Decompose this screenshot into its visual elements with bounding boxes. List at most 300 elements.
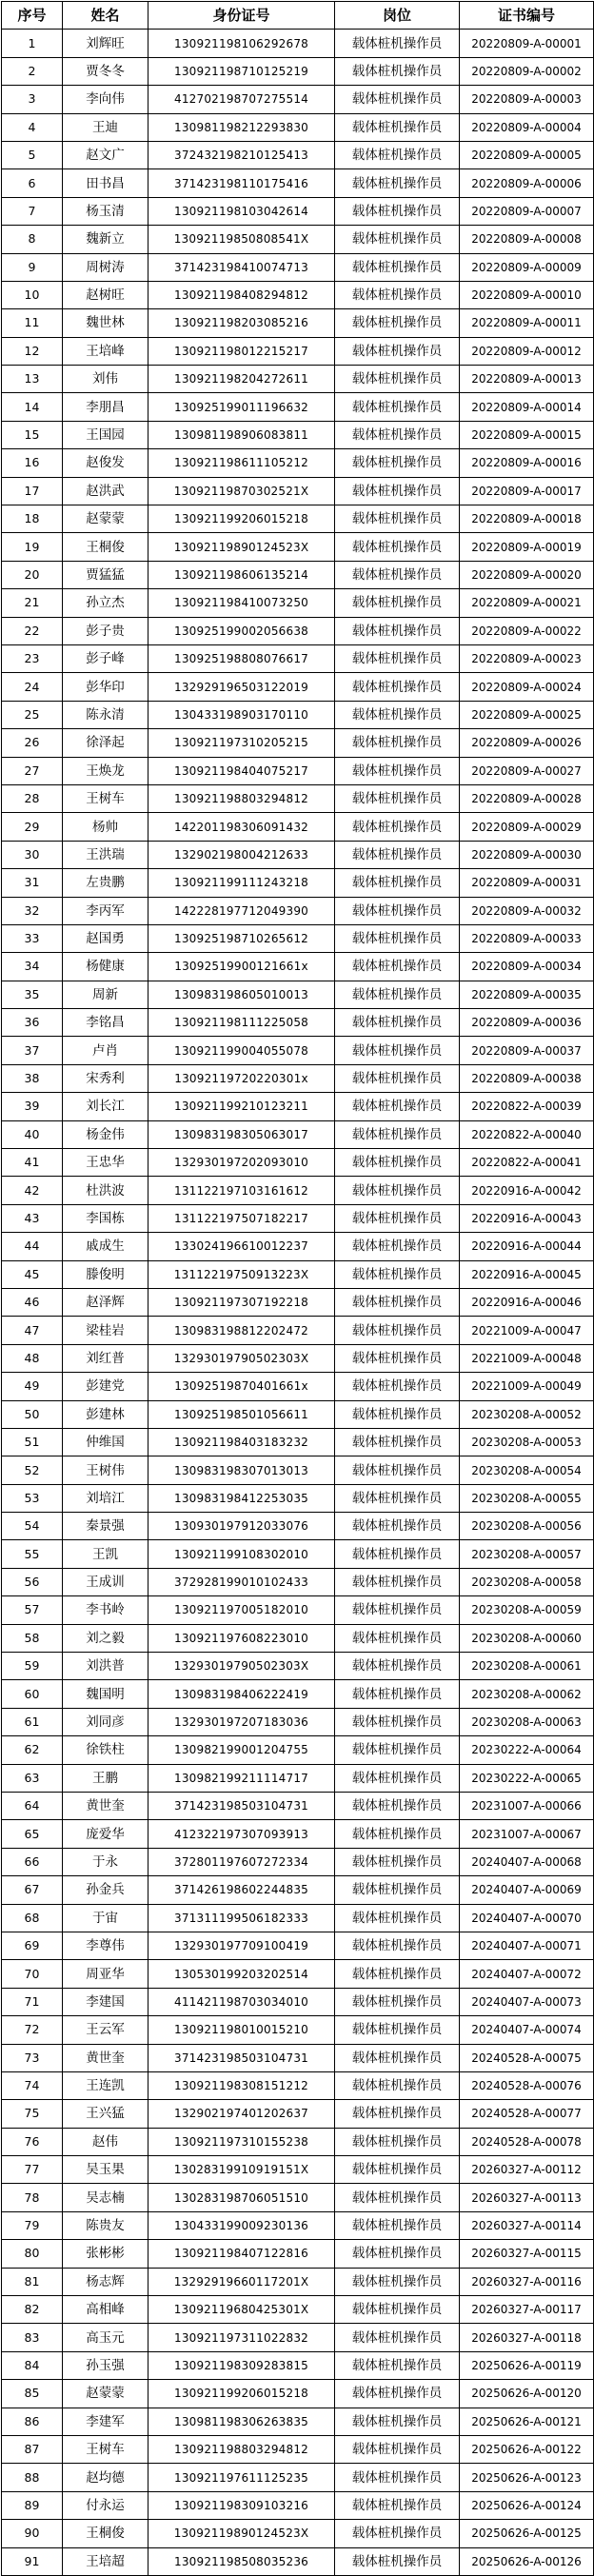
- row-id-number: 130921198508035236: [148, 2547, 335, 2575]
- row-seq: 7: [2, 197, 63, 225]
- row-cert-number: 20240407-A-00072: [460, 1960, 594, 1988]
- table-row: [2, 2044, 594, 2071]
- row-name: 于宙: [63, 1904, 148, 1932]
- row-seq: 67: [2, 1876, 63, 1904]
- row-post: 载体桩机操作员: [335, 2268, 460, 2295]
- table-row: [2, 2408, 594, 2435]
- table-row: [2, 589, 594, 617]
- row-post: 载体桩机操作员: [335, 1513, 460, 1540]
- row-post: 载体桩机操作员: [335, 86, 460, 113]
- row-cert-number: 20230208-A-00059: [460, 1596, 594, 1624]
- row-cert-number: 20220809-A-00019: [460, 533, 594, 561]
- table-row: [2, 2520, 594, 2547]
- row-post: 载体桩机操作员: [335, 1988, 460, 2015]
- table-row: [2, 1177, 594, 1204]
- row-cert-number: 20240528-A-00075: [460, 2044, 594, 2071]
- table-row: [2, 1793, 594, 1820]
- row-post: 载体桩机操作员: [335, 2547, 460, 2575]
- row-name: 魏世林: [63, 309, 148, 337]
- row-id-number: 372801197607272334: [148, 1848, 335, 1875]
- row-name: 滕俊明: [63, 1260, 148, 1288]
- row-id-number: 131122197103161612: [148, 1177, 335, 1204]
- row-post: 载体桩机操作员: [335, 589, 460, 617]
- row-seq: 1: [2, 30, 63, 57]
- row-cert-number: 20220822-A-00039: [460, 1093, 594, 1120]
- row-post: 载体桩机操作员: [335, 644, 460, 672]
- row-id-number: 13092119890124523X: [148, 2520, 335, 2547]
- row-name: 于永: [63, 1848, 148, 1875]
- row-id-number: 130921197310205215: [148, 729, 335, 757]
- row-cert-number: 20220809-A-00003: [460, 86, 594, 113]
- row-name: 陈贵友: [63, 2211, 148, 2239]
- row-post: 载体桩机操作员: [335, 1960, 460, 1988]
- row-id-number: 130921198308151212: [148, 2071, 335, 2099]
- row-post: 载体桩机操作员: [335, 2211, 460, 2239]
- row-name: 赵伟: [63, 2128, 148, 2155]
- row-cert-number: 20231007-A-00066: [460, 1793, 594, 1820]
- table-row: [2, 1093, 594, 1120]
- row-post: 载体桩机操作员: [335, 2435, 460, 2463]
- table-row: [2, 784, 594, 812]
- row-id-number: 13092119870302521X: [148, 477, 335, 505]
- row-post: 载体桩机操作员: [335, 253, 460, 281]
- row-post: 载体桩机操作员: [335, 169, 460, 197]
- row-name: 徐泽起: [63, 729, 148, 757]
- table-row: [2, 1373, 594, 1400]
- row-post: 载体桩机操作员: [335, 1428, 460, 1456]
- table-row: [2, 841, 594, 868]
- row-cert-number: 20220809-A-00009: [460, 253, 594, 281]
- table-row: [2, 1820, 594, 1848]
- row-name: 杨金伟: [63, 1120, 148, 1148]
- row-id-number: 142228197712049390: [148, 897, 335, 924]
- row-name: 黄世奎: [63, 1793, 148, 1820]
- row-cert-number: 20220809-A-00004: [460, 113, 594, 141]
- row-post: 载体桩机操作员: [335, 57, 460, 85]
- row-name: 王树伟: [63, 1456, 148, 1484]
- row-seq: 84: [2, 2351, 63, 2379]
- row-seq: 24: [2, 673, 63, 701]
- row-post: 载体桩机操作员: [335, 673, 460, 701]
- row-id-number: 130921197307192218: [148, 1288, 335, 1316]
- row-seq: 36: [2, 1009, 63, 1037]
- row-cert-number: 20230208-A-00054: [460, 1456, 594, 1484]
- row-name: 李尊伟: [63, 1932, 148, 1959]
- row-post: 载体桩机操作员: [335, 141, 460, 168]
- table-row: [2, 1400, 594, 1428]
- row-seq: 52: [2, 1456, 63, 1484]
- row-post: 载体桩机操作员: [335, 1177, 460, 1204]
- row-id-number: 412702198707275514: [148, 86, 335, 113]
- row-post: 载体桩机操作员: [335, 841, 460, 868]
- row-name: 刘辉旺: [63, 30, 148, 57]
- row-post: 载体桩机操作员: [335, 1736, 460, 1764]
- row-name: 王洪瑞: [63, 841, 148, 868]
- row-cert-number: 20230208-A-00055: [460, 1484, 594, 1512]
- table-row: [2, 617, 594, 644]
- table-row: [2, 2435, 594, 2463]
- row-seq: 76: [2, 2128, 63, 2155]
- table-row: [2, 561, 594, 588]
- row-post: 载体桩机操作员: [335, 1064, 460, 1092]
- row-post: 载体桩机操作员: [335, 2520, 460, 2547]
- header-seq: 序号: [2, 2, 63, 30]
- row-seq: 17: [2, 477, 63, 505]
- row-cert-number: 20220809-A-00002: [460, 57, 594, 85]
- row-id-number: 130921198309103216: [148, 2491, 335, 2519]
- row-cert-number: 20220809-A-00005: [460, 141, 594, 168]
- row-seq: 83: [2, 2324, 63, 2351]
- row-name: 宋秀利: [63, 1064, 148, 1092]
- row-seq: 53: [2, 1484, 63, 1512]
- row-post: 载体桩机操作员: [335, 281, 460, 308]
- row-post: 载体桩机操作员: [335, 1120, 460, 1148]
- row-post: 载体桩机操作员: [335, 1009, 460, 1037]
- row-cert-number: 20221009-A-00047: [460, 1317, 594, 1344]
- row-name: 魏新立: [63, 226, 148, 253]
- table-row: [2, 2156, 594, 2184]
- row-id-number: 372928199010102433: [148, 1568, 335, 1595]
- table-row: [2, 1988, 594, 2015]
- row-seq: 58: [2, 1624, 63, 1652]
- table-row: [2, 2211, 594, 2239]
- row-name: 杨玉清: [63, 197, 148, 225]
- row-id-number: 130921198710125219: [148, 57, 335, 85]
- row-post: 载体桩机操作员: [335, 1456, 460, 1484]
- row-id-number: 130981198306263835: [148, 2408, 335, 2435]
- row-seq: 66: [2, 1848, 63, 1875]
- row-cert-number: 20221009-A-00049: [460, 1373, 594, 1400]
- row-name: 赵国勇: [63, 924, 148, 952]
- row-name: 赵文广: [63, 141, 148, 168]
- row-id-number: 130983198605010013: [148, 981, 335, 1008]
- row-seq: 60: [2, 1680, 63, 1708]
- row-cert-number: 20230208-A-00058: [460, 1568, 594, 1595]
- row-post: 载体桩机操作员: [335, 2156, 460, 2184]
- header-post: 岗位: [335, 2, 460, 30]
- row-seq: 86: [2, 2408, 63, 2435]
- row-post: 载体桩机操作员: [335, 2380, 460, 2408]
- row-cert-number: 20240528-A-00077: [460, 2100, 594, 2128]
- row-name: 王树车: [63, 784, 148, 812]
- row-id-number: 130921198203085216: [148, 309, 335, 337]
- row-cert-number: 20260327-A-00118: [460, 2324, 594, 2351]
- table-row: [2, 1064, 594, 1092]
- row-seq: 88: [2, 2464, 63, 2491]
- row-id-number: 130925198808076617: [148, 644, 335, 672]
- row-cert-number: 20230222-A-00064: [460, 1736, 594, 1764]
- row-cert-number: 20230208-A-00056: [460, 1513, 594, 1540]
- row-cert-number: 20240407-A-00068: [460, 1848, 594, 1875]
- row-seq: 39: [2, 1093, 63, 1120]
- table-row: [2, 366, 594, 393]
- row-name: 魏国明: [63, 1680, 148, 1708]
- table-row: [2, 673, 594, 701]
- row-cert-number: 20220809-A-00011: [460, 309, 594, 337]
- row-id-number: 13293019790502303X: [148, 1344, 335, 1372]
- row-cert-number: 20220916-A-00046: [460, 1288, 594, 1316]
- row-name: 王凯: [63, 1540, 148, 1568]
- row-name: 孙金兵: [63, 1876, 148, 1904]
- row-post: 载体桩机操作员: [335, 337, 460, 365]
- row-name: 王云军: [63, 2016, 148, 2044]
- row-cert-number: 20220809-A-00023: [460, 644, 594, 672]
- row-id-number: 130530199203202514: [148, 1960, 335, 1988]
- row-seq: 42: [2, 1177, 63, 1204]
- row-cert-number: 20220809-A-00017: [460, 477, 594, 505]
- header-id-number: 身份证号: [148, 2, 335, 30]
- row-post: 载体桩机操作员: [335, 1653, 460, 1680]
- row-cert-number: 20220809-A-00031: [460, 869, 594, 897]
- table-row: [2, 421, 594, 448]
- row-cert-number: 20220809-A-00036: [460, 1009, 594, 1037]
- row-id-number: 130921198010015210: [148, 2016, 335, 2044]
- table-row: [2, 1037, 594, 1064]
- row-seq: 22: [2, 617, 63, 644]
- row-name: 刘之毅: [63, 1624, 148, 1652]
- row-cert-number: 20230208-A-00063: [460, 1708, 594, 1735]
- row-id-number: 130921198410073250: [148, 589, 335, 617]
- table-row: [2, 1932, 594, 1959]
- row-id-number: 130982199211114717: [148, 1764, 335, 1792]
- row-name: 徐铁柱: [63, 1736, 148, 1764]
- row-post: 载体桩机操作员: [335, 2491, 460, 2519]
- row-id-number: 130982199001204755: [148, 1736, 335, 1764]
- row-name: 王迪: [63, 113, 148, 141]
- row-name: 刘红普: [63, 1344, 148, 1372]
- table-row: [2, 1960, 594, 1988]
- row-name: 周亚华: [63, 1960, 148, 1988]
- row-id-number: 130925199002056638: [148, 617, 335, 644]
- row-seq: 87: [2, 2435, 63, 2463]
- table-row: [2, 2100, 594, 2128]
- row-name: 高玉元: [63, 2324, 148, 2351]
- table-row: [2, 1149, 594, 1177]
- row-id-number: 130983198406222419: [148, 1680, 335, 1708]
- row-seq: 40: [2, 1120, 63, 1148]
- row-seq: 45: [2, 1260, 63, 1288]
- row-name: 左贵鹏: [63, 869, 148, 897]
- row-name: 彭建林: [63, 1400, 148, 1428]
- row-post: 载体桩机操作员: [335, 2464, 460, 2491]
- row-post: 载体桩机操作员: [335, 869, 460, 897]
- row-cert-number: 20260327-A-00117: [460, 2296, 594, 2324]
- table-row: [2, 169, 594, 197]
- row-id-number: 130981198906083811: [148, 421, 335, 448]
- table-row: [2, 2240, 594, 2268]
- row-id-number: 132930197709100419: [148, 1932, 335, 1959]
- row-post: 载体桩机操作员: [335, 1793, 460, 1820]
- row-post: 载体桩机操作员: [335, 1260, 460, 1288]
- row-name: 彭华印: [63, 673, 148, 701]
- row-seq: 71: [2, 1988, 63, 2015]
- row-name: 贾猛猛: [63, 561, 148, 588]
- row-post: 载体桩机操作员: [335, 226, 460, 253]
- row-name: 李建军: [63, 2408, 148, 2435]
- row-name: 庞爱华: [63, 1820, 148, 1848]
- table-row: [2, 897, 594, 924]
- row-seq: 48: [2, 1344, 63, 1372]
- table-row: [2, 1540, 594, 1568]
- row-post: 载体桩机操作员: [335, 2296, 460, 2324]
- table-row: [2, 309, 594, 337]
- row-seq: 78: [2, 2184, 63, 2211]
- row-name: 周树涛: [63, 253, 148, 281]
- row-post: 载体桩机操作员: [335, 1540, 460, 1568]
- row-seq: 6: [2, 169, 63, 197]
- row-name: 赵蒙蒙: [63, 505, 148, 533]
- table-row: [2, 86, 594, 113]
- table-row: [2, 1904, 594, 1932]
- row-post: 载体桩机操作员: [335, 729, 460, 757]
- row-post: 载体桩机操作员: [335, 701, 460, 728]
- row-post: 载体桩机操作员: [335, 366, 460, 393]
- table-row: [2, 729, 594, 757]
- row-seq: 56: [2, 1568, 63, 1595]
- row-name: 吴玉果: [63, 2156, 148, 2184]
- row-cert-number: 20230208-A-00060: [460, 1624, 594, 1652]
- row-seq: 49: [2, 1373, 63, 1400]
- table-row: [2, 869, 594, 897]
- row-cert-number: 20230208-A-00062: [460, 1680, 594, 1708]
- row-cert-number: 20220809-A-00025: [460, 701, 594, 728]
- row-cert-number: 20240407-A-00073: [460, 1988, 594, 2015]
- row-seq: 51: [2, 1428, 63, 1456]
- header-cert-number: 证书编号: [460, 2, 594, 30]
- row-post: 载体桩机操作员: [335, 2351, 460, 2379]
- row-seq: 80: [2, 2240, 63, 2268]
- row-id-number: 13092119720220301x: [148, 1064, 335, 1092]
- table-row: [2, 1568, 594, 1595]
- row-cert-number: 20220809-A-00030: [460, 841, 594, 868]
- row-cert-number: 20220809-A-00034: [460, 953, 594, 981]
- row-name: 孙玉强: [63, 2351, 148, 2379]
- row-id-number: 133024196610012237: [148, 1233, 335, 1260]
- row-cert-number: 20220916-A-00045: [460, 1260, 594, 1288]
- row-name: 孙立杰: [63, 589, 148, 617]
- row-seq: 81: [2, 2268, 63, 2295]
- row-seq: 26: [2, 729, 63, 757]
- row-seq: 14: [2, 393, 63, 421]
- row-post: 载体桩机操作员: [335, 1624, 460, 1652]
- row-name: 刘洪普: [63, 1653, 148, 1680]
- row-seq: 30: [2, 841, 63, 868]
- row-id-number: 130921199108302010: [148, 1540, 335, 1568]
- row-seq: 54: [2, 1513, 63, 1540]
- row-post: 载体桩机操作员: [335, 197, 460, 225]
- row-post: 载体桩机操作员: [335, 2324, 460, 2351]
- row-name: 王培超: [63, 2547, 148, 2575]
- row-seq: 50: [2, 1400, 63, 1428]
- row-cert-number: 20260327-A-00114: [460, 2211, 594, 2239]
- row-seq: 16: [2, 449, 63, 477]
- row-cert-number: 20220809-A-00001: [460, 30, 594, 57]
- row-post: 载体桩机操作员: [335, 1373, 460, 1400]
- row-seq: 85: [2, 2380, 63, 2408]
- row-name: 梁桂岩: [63, 1317, 148, 1344]
- row-cert-number: 20240407-A-00070: [460, 1904, 594, 1932]
- row-cert-number: 20260327-A-00113: [460, 2184, 594, 2211]
- table-row: [2, 337, 594, 365]
- table-row: [2, 1009, 594, 1037]
- row-name: 陈永清: [63, 701, 148, 728]
- row-post: 载体桩机操作员: [335, 1932, 460, 1959]
- row-seq: 21: [2, 589, 63, 617]
- row-post: 载体桩机操作员: [335, 2071, 460, 2099]
- row-name: 王忠华: [63, 1149, 148, 1177]
- row-name: 秦景强: [63, 1513, 148, 1540]
- row-name: 周新: [63, 981, 148, 1008]
- table-row: [2, 1653, 594, 1680]
- row-seq: 46: [2, 1288, 63, 1316]
- table-row: [2, 141, 594, 168]
- row-seq: 35: [2, 981, 63, 1008]
- row-name: 李建国: [63, 1988, 148, 2015]
- row-seq: 18: [2, 505, 63, 533]
- row-cert-number: 20230208-A-00057: [460, 1540, 594, 1568]
- row-cert-number: 20220809-A-00038: [460, 1064, 594, 1092]
- row-cert-number: 20230208-A-00053: [460, 1428, 594, 1456]
- row-post: 载体桩机操作员: [335, 2240, 460, 2268]
- row-cert-number: 20220809-A-00008: [460, 226, 594, 253]
- table-row: [2, 1120, 594, 1148]
- row-name: 刘培江: [63, 1484, 148, 1512]
- row-cert-number: 20240528-A-00078: [460, 2128, 594, 2155]
- table-row: [2, 1876, 594, 1904]
- row-post: 载体桩机操作员: [335, 449, 460, 477]
- table-row: [2, 2296, 594, 2324]
- row-seq: 89: [2, 2491, 63, 2519]
- table-row: [2, 226, 594, 253]
- row-cert-number: 20250626-A-00119: [460, 2351, 594, 2379]
- row-seq: 69: [2, 1932, 63, 1959]
- row-post: 载体桩机操作员: [335, 505, 460, 533]
- row-name: 李朋昌: [63, 393, 148, 421]
- row-id-number: 130433198903170110: [148, 701, 335, 728]
- row-post: 载体桩机操作员: [335, 1596, 460, 1624]
- row-post: 载体桩机操作员: [335, 953, 460, 981]
- row-id-number: 130983198305063017: [148, 1120, 335, 1148]
- row-name: 王培峰: [63, 337, 148, 365]
- row-id-number: 130921198803294812: [148, 784, 335, 812]
- row-id-number: 130925198710265612: [148, 924, 335, 952]
- row-name: 王桐俊: [63, 533, 148, 561]
- row-post: 载体桩机操作员: [335, 477, 460, 505]
- row-id-number: 130930197912033076: [148, 1513, 335, 1540]
- row-post: 载体桩机操作员: [335, 981, 460, 1008]
- row-cert-number: 20220809-A-00018: [460, 505, 594, 533]
- row-id-number: 130921197608223010: [148, 1624, 335, 1652]
- table-row: [2, 1596, 594, 1624]
- table-row: [2, 813, 594, 841]
- row-post: 载体桩机操作员: [335, 1904, 460, 1932]
- row-id-number: 130921199206015218: [148, 505, 335, 533]
- table-row: [2, 1204, 594, 1232]
- row-cert-number: 20250626-A-00120: [460, 2380, 594, 2408]
- table-row: [2, 644, 594, 672]
- row-id-number: 371423198410074713: [148, 253, 335, 281]
- row-cert-number: 20220809-A-00014: [460, 393, 594, 421]
- row-cert-number: 20220809-A-00016: [460, 449, 594, 477]
- table-row: [2, 533, 594, 561]
- row-post: 载体桩机操作员: [335, 113, 460, 141]
- row-post: 载体桩机操作员: [335, 1708, 460, 1735]
- row-id-number: 130925199011196632: [148, 393, 335, 421]
- row-cert-number: 20220822-A-00040: [460, 1120, 594, 1148]
- row-name: 赵洪武: [63, 477, 148, 505]
- row-cert-number: 20240407-A-00074: [460, 2016, 594, 2044]
- row-name: 李丙军: [63, 897, 148, 924]
